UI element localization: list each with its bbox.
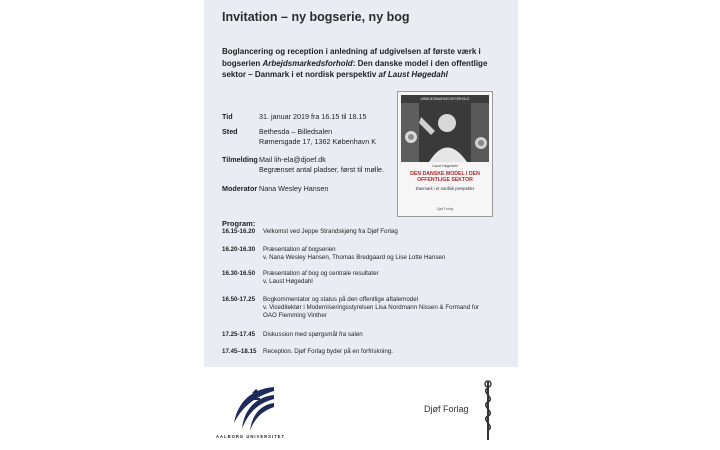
moderator-value: Nana Wesley Hansen — [259, 184, 329, 193]
book-publisher: Djøf Forlag — [436, 207, 454, 211]
djoef-wordmark: Djøf Forlag — [424, 404, 469, 414]
page-title: Invitation – ny bogserie, ny bog — [222, 10, 410, 24]
book-cover — [397, 91, 493, 217]
program-speakers: v. Laust Høgedahl — [263, 278, 313, 285]
program-time: 16.20-16.30 — [222, 246, 256, 253]
tilmelding-value-2: Begrænset antal pladser, først til mølle. — [259, 164, 385, 174]
program-speakers-cont: OAO Flemming Vinther — [263, 312, 327, 319]
program-time: 16.50-17.25 — [222, 296, 256, 303]
invitation-subtitle — [222, 46, 502, 81]
sted-value-2: Rømersgade 17, 1362 København K — [259, 136, 377, 146]
subtitle-mid: : Den danske model i den offentlige sektor – Danmark i et nordisk perspektiv — [222, 58, 488, 79]
cover-photo-graphic — [401, 103, 489, 162]
program-time: 16.15-16.20 — [222, 228, 256, 235]
program-heading: Program: — [222, 219, 256, 228]
program-time: 17.25-17.45 — [222, 331, 256, 338]
moderator-label: Moderator — [222, 184, 258, 193]
program-speakers: v. Viceditektør i Moderniseringsstyrelsen Lisa Nordmann Nissen & Formand for — [263, 304, 480, 311]
djoef-staff-logo — [476, 380, 500, 442]
book-author: Laust Høgedahl — [432, 164, 458, 168]
sted-value-1: Bethesda – Billedsalen — [259, 127, 333, 136]
book-series-band: ARBEJDSMARKEDSFORHOLD — [401, 95, 489, 103]
tid-value: 31. januar 2019 fra 16.15 til 18.15 — [259, 112, 367, 121]
aau-wordmark: AALBORG UNIVERSITET — [216, 434, 286, 439]
book-cover-photo — [401, 103, 489, 162]
subtitle-author: af Laust Høgedahl — [378, 70, 448, 79]
subtitle-lead: Boglancering og reception i anledning af udgivelsen af første værk i bogserien — [222, 47, 481, 68]
program-desc: Reception. Djøf Forlag byder på en forfriskning. — [263, 348, 393, 355]
tid-label: Tid — [222, 112, 233, 121]
subtitle-series: Arbejdsmarkedsforhold — [262, 58, 353, 68]
book-title: DEN DANSKE MODEL I DEN OFFENTLIGE SEKTOR — [410, 171, 480, 183]
book-subtitle: Danmark i et nordisk perspektiv — [415, 186, 475, 191]
program-desc: Diskussion med spørgsmål fra salen — [263, 331, 363, 338]
program-desc: Bogkommentator og status på den offentlige aftalemodel — [263, 296, 419, 303]
program-time: 16.30-16.50 — [222, 270, 256, 277]
program-desc: Præsentation af bogserien — [263, 246, 336, 253]
program-time: 17.45–18.15 — [222, 348, 257, 355]
program-desc: Velkomst ved Jeppe Strandskjøng fra Djøf Forlag — [263, 228, 398, 235]
tilmelding-label: Tilmelding — [222, 155, 258, 164]
tilmelding-value-1[interactable]: Mail lih-ela@djoef.dk — [259, 155, 326, 164]
sted-label: Sted — [222, 127, 238, 136]
program-speakers: v. Nana Wesley Hansen, Thomas Bredgaard og Lise Lotte Hansen — [263, 254, 446, 261]
program-desc: Præsentation af bog og centrale resultater — [263, 270, 379, 277]
